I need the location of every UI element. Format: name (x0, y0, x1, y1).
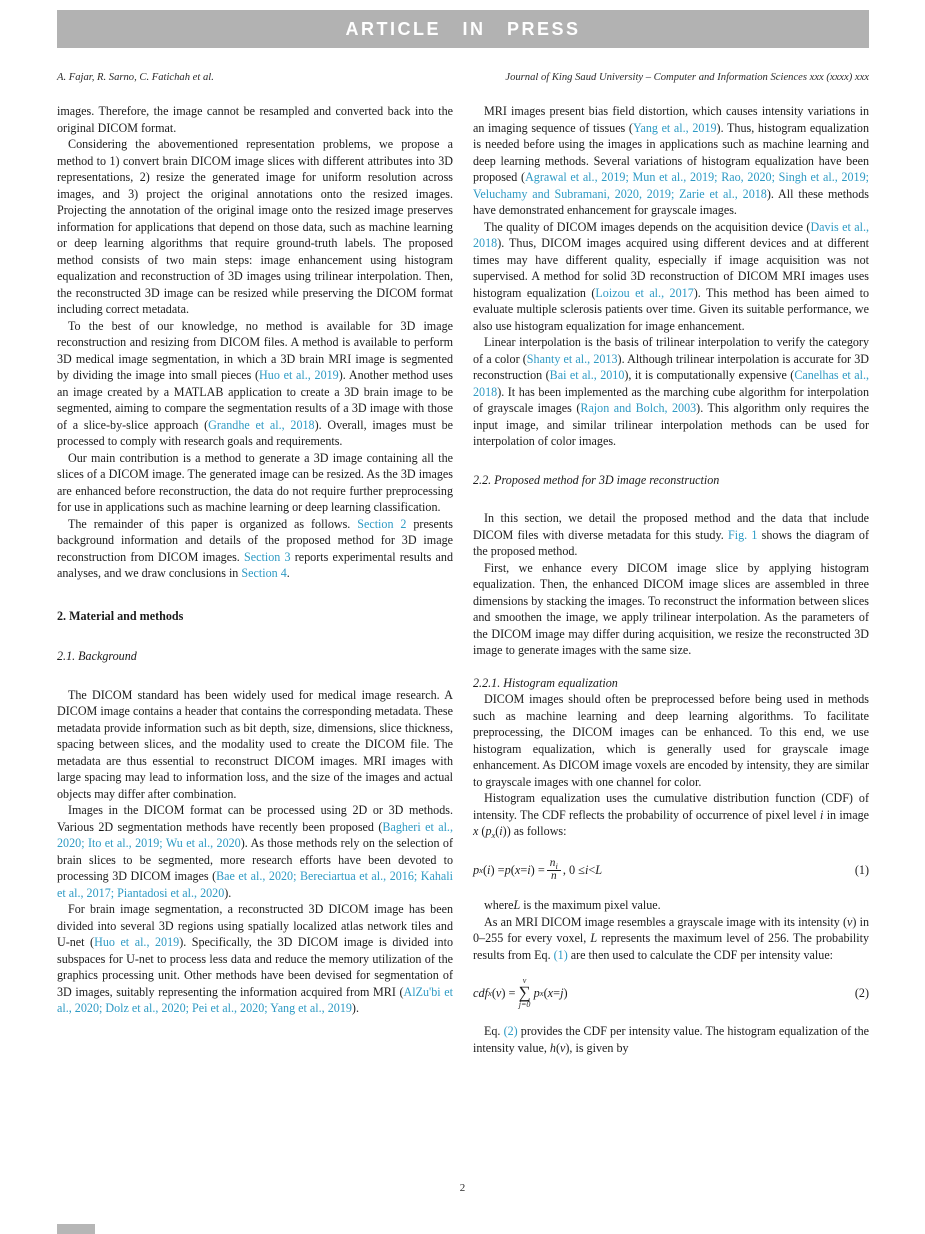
paragraph (57, 901, 453, 1017)
text-run: ). Another method uses an image created by a MATLAB application to create a 3D brain image to be segmented, aiming to compare the segmentation results of a 3D image with those of a slice-by-slice approach ( (57, 368, 454, 432)
text-run: < (588, 863, 596, 878)
citation-link[interactable]: (2) (503, 1024, 518, 1039)
text-run: is given by (572, 1040, 629, 1055)
text-run: shows the diagram of the proposed method. (473, 527, 869, 558)
text-run: i (527, 863, 531, 878)
text-run: j (560, 986, 564, 1001)
text-run: Eq. (484, 1024, 504, 1039)
citation-link[interactable]: Bagheri et al., 2020; Ito et al., 2019; Wu et al., 2020 (57, 819, 453, 850)
citation-link[interactable]: Bae et al., 2020; Bereciartua et al., 2016; Kahali et al., 2017; Piantadosi et al., 2020 (57, 869, 453, 900)
text-run: ). (351, 1001, 359, 1015)
text-run: ) = (530, 863, 545, 878)
text-run: . (286, 566, 290, 580)
citation-link[interactable]: Section 4 (241, 566, 287, 580)
text-run: ). This method has been aimed to evaluate multiple sclerosis patients over time. Given its suitable performance, we also use histogram equalization for image enhancement. (473, 285, 870, 333)
text-run: ( (482, 863, 488, 878)
equation (473, 858, 869, 884)
text-run: p (504, 863, 511, 878)
text-run: are then used to calculate the CDF per intensity value: (567, 947, 834, 962)
paragraph (473, 103, 869, 219)
text-run: x (514, 863, 521, 878)
text-run: v (495, 986, 502, 1001)
citation-link[interactable]: Canelhas et al., 2018 (473, 368, 869, 399)
text-run: MRI images present bias field distortion, which causes intensity variations in an imaging sequence of tissues ( (473, 104, 869, 135)
two-column-body (57, 103, 869, 1056)
text-run: ). Although trilinear interpolation is accurate for 3D reconstruction ( (473, 351, 869, 382)
text-run: Our main contribution is a method to generate a 3D image containing all the slices of a DICOM image. The generated image can be resized. As the 3D images are enhanced before reconstruction, the data do not require further preprocessing for use in applications such as machine learning or deep learning classification. (57, 450, 453, 514)
paragraph (473, 914, 869, 964)
banner-label: ARTICLE IN PRESS (345, 18, 581, 39)
citation-link[interactable]: Shanty et al., 2013 (526, 351, 618, 366)
equation-body (473, 858, 602, 884)
text-run: h (549, 1040, 556, 1055)
citation-link[interactable]: Huo et al., 2019 (259, 368, 339, 382)
text-run: The remainder of this paper is organized as follows. (68, 516, 358, 531)
citation-link[interactable]: Davis et al., 2018 (473, 219, 870, 250)
text-run: x (488, 988, 492, 999)
text-run: )) (502, 824, 511, 838)
text-run: DICOM images should often be preprocessed before being used in methods such as machine learning and deep learning algorithms. To facilitate preprocessing, the DICOM images can be enhanced. To this end, we use histogram equalization, which is generally used for grayscale image enhancement. As DICOM image voxels are encoded by intensity, they are similar to grayscale images with one channel for color. (473, 692, 869, 789)
text-run: ), (565, 1040, 573, 1055)
text-run: x (473, 824, 479, 838)
citation-link[interactable]: AlZu'bi et al., 2020; Dolz et al., 2020; Pei et al., 2020; Yang et al., 2019 (57, 984, 453, 1015)
text-run: v (847, 914, 853, 929)
text-run: ), it is computationally expensive ( (624, 368, 795, 382)
text-run: p (533, 986, 540, 1001)
citation-link[interactable]: Bai et al., 2010 (549, 368, 625, 382)
text-run: is the maximum pixel value. (520, 898, 661, 913)
page-number: 2 (459, 1182, 466, 1194)
text-run: L (513, 898, 521, 913)
text-run: x (539, 988, 544, 999)
text-run: i (555, 860, 558, 871)
summation-symbol: v ∑ j=0 (518, 976, 531, 1010)
text-run: ( (555, 1040, 560, 1055)
equation (473, 977, 869, 1009)
text-run: = (520, 863, 528, 878)
text-run: i (487, 863, 491, 878)
equation-number: (2) (854, 986, 869, 1001)
text-run: v (560, 1040, 566, 1055)
citation-link[interactable]: Rajon and Bolch, 2003 (580, 401, 697, 415)
text-run: where (484, 898, 514, 913)
text-run: ). This algorithm only requires the input image, and similar trilinear interpolation methods can be used for interpolation of color images. (473, 401, 869, 448)
text-run: The quality of DICOM images depends on the acquisition device ( (484, 219, 811, 234)
citation-link[interactable]: Fig. 1 (727, 527, 758, 542)
citation-link[interactable]: Huo et al., 2019 (94, 935, 180, 949)
text-run: provides the CDF per intensity value. The histogram equalization of the intensity value, (473, 1024, 870, 1055)
text-run: p (485, 824, 492, 838)
text-run: i (819, 807, 824, 822)
paragraph (57, 802, 453, 901)
text-run: images. Therefore, the image cannot be resampled and converted back into the original DICOM format. (57, 104, 453, 135)
text-run: ( (495, 824, 500, 838)
paragraph (473, 790, 869, 844)
text-run: i (499, 824, 503, 838)
paragraph (473, 691, 869, 790)
running-header (57, 72, 869, 83)
text-run: First, we enhance every DICOM image slice by applying histogram equalization. Then, the enhanced DICOM image slices are assembled in three dimensions by stacking the images. To reconstruct the information between slices and smoothen the image, we apply trilinear interpolation. As the parameters of the DICOM image may differ during acquisition, we resize the reconstructed 3D image to generate images with the same size. (473, 560, 869, 657)
paragraph (57, 136, 453, 318)
text-run: ( (510, 863, 515, 878)
text-run: Images in the DICOM format can be processed using 2D or 3D methods. Various 2D segmentation methods have recently been proposed ( (57, 803, 453, 834)
text-run: ). Specifically, the 3D DICOM image is divided into subspaces for U-net to process less data and reduce the memory utilization of the graphics processing unit. Other methods have been devised for segmentation of 3D images, suitably representing the information acquired from MRI ( (57, 935, 453, 999)
paragraph (57, 516, 453, 582)
text-run: = (553, 986, 561, 1001)
text-run: ( (478, 824, 486, 838)
text-run: as follows: (510, 824, 567, 838)
text-run: in image (823, 807, 869, 822)
text-run: In this section, we detail the proposed method and the data that include DICOM files with diverse metadata for this study. (473, 511, 869, 542)
text-run: For brain image segmentation, a reconstructed 3D DICOM image has been divided into several 3D regions using spatially localized atlas network tiles and U-net ( (57, 902, 453, 949)
text-run: Histogram equalization uses the cumulative distribution function (CDF) of intensity. The CDF reflects the probability of occurrence of pixel level (473, 791, 869, 822)
paragraph (473, 897, 869, 914)
text-run: ). As those methods rely on the selection of brain slices to be segmented, more research efforts have been devoted to processing 3D DICOM images ( (57, 836, 454, 883)
citation-link[interactable]: Section 3 (244, 549, 291, 564)
text-run: Considering the abovementioned representation problems, we propose a method to 1) convert brain DICOM image slices with different attributes into 3D representations, 2) resize the generated image for uniform resolution across images, and 3) project the original annotations onto the resized images. Projecting the annotation of the original image onto the resized image preserves information for applications that depend on those data, such as machine learning or deep learning algorithms that require ground-truth labels. The proposed method consists of two main steps: image enhancement using histogram equalization and reconstruction of 3D images using trilinear interpolation. Then, the reconstructed 3D image can be resized while preserving the DICOM format including correct metadata. (57, 137, 453, 316)
paragraph (57, 318, 453, 450)
citation-link[interactable]: Section 2 (357, 516, 407, 531)
text-run: presents background information and details of the proposed method for 3D image reconstruction from DICOM images. (57, 516, 453, 564)
text-run: ). Overall, images must be processed to comply with research goals and requirements. (57, 417, 453, 448)
paragraph (473, 560, 869, 659)
text-run: ). Thus, histogram equalization is needed before using the images in applications such as machine learning and deep learning methods. Several variations of histogram equalization have been proposed ( (473, 120, 869, 184)
subsection-heading: 2.2.1. Histogram equalization (473, 675, 618, 690)
text-run: represents the maximum level of 256. The probability results from Eq. (473, 931, 869, 962)
text-run: i (584, 863, 589, 878)
next-page-banner-sliver (57, 1224, 95, 1234)
running-journal-title: Journal of King Saud University – Computer and Information Sciences xxx (xxxx) xxx (505, 72, 869, 83)
text-run: x (479, 865, 483, 876)
paragraph (473, 219, 869, 335)
text-run: ( (491, 986, 496, 1001)
paragraph (57, 450, 453, 516)
paragraph (57, 687, 453, 803)
text-run: ). (224, 885, 232, 900)
right-column (473, 103, 869, 1056)
paragraph (473, 334, 869, 450)
left-column (57, 103, 453, 1056)
paragraph (473, 1023, 869, 1056)
text-run: n (550, 870, 557, 883)
text-run: p (473, 863, 480, 878)
text-run: ) = (501, 986, 516, 1001)
fraction (547, 858, 561, 884)
text-run: ). It has been implemented as the marching cube algorithm for interpolation of grayscale images ( (473, 384, 869, 415)
text-run: ) in 0–255 for every voxel, (473, 914, 869, 946)
text-run: ) = (490, 863, 505, 878)
citation-link[interactable]: Agrawal et al., 2019; Mun et al., 2019; Rao, 2020; Singh et al., 2019; Veluchamy and Subramani, 2020, 2019; Zarie et al., 2018 (473, 170, 870, 201)
text-run: ) (563, 986, 568, 1001)
equation-number: (1) (854, 863, 869, 878)
text-run: As an MRI DICOM image resembles a grayscale image with its intensity ( (484, 914, 848, 929)
text-run: Linear interpolation is the basis of trilinear interpolation to verify the category of a color ( (473, 335, 869, 366)
text-run: L (590, 931, 598, 946)
text-run: x (491, 830, 496, 840)
section-heading: 2. Material and methods (57, 608, 184, 623)
paragraph (473, 510, 869, 560)
paragraph (57, 103, 453, 136)
subsection-heading: 2.1. Background (57, 649, 137, 663)
text-run: , 0 ≤ (562, 863, 585, 878)
running-authors: A. Fajar, R. Sarno, C. Fatichah et al. (57, 72, 214, 83)
text-run: L (595, 863, 603, 878)
text-run: ). All these methods have demonstrated enhancement for grayscale images. (473, 186, 869, 217)
text-run: n (549, 856, 556, 869)
citation-link[interactable]: Yang et al., 2019 (632, 120, 717, 135)
article-in-press-banner (57, 10, 869, 48)
text-run: ( (543, 986, 548, 1001)
citation-link[interactable]: Loizou et al., 2017 (595, 285, 694, 300)
text-run: x (547, 986, 554, 1001)
subsection-heading: 2.2. Proposed method for 3D image reconstruction (473, 472, 720, 487)
equation-body (473, 977, 568, 1009)
text-run: cdf (473, 986, 489, 1001)
citation-link[interactable]: (1) (553, 947, 568, 962)
text-run: ). Thus, DICOM images acquired using different devices and at different times may have different quality, especially if image acquisition was not supervised. A method for solid 3D reconstruction of DICOM MRI images uses histogram equalization ( (473, 236, 869, 300)
citation-link[interactable]: Grandhe et al., 2018 (208, 417, 315, 432)
text-run: To the best of our knowledge, no method is available for 3D image reconstruction and resizing from DICOM files. A method is available to perform 3D medical image segmentation, in which a 3D brain MRI image is segmented by dividing the image into small pieces ( (57, 318, 453, 382)
text-run: reports experimental results and analyses, and we draw conclusions in (57, 549, 454, 580)
text-run: The DICOM standard has been widely used for medical image research. A DICOM image contains a header that contains the corresponding metadata. These metadata provide information such as bit depth, size, dimensions, slice thickness, spacing between slices, and the modality used to create the DICOM file. The metadata are thus essential to reconstruct DICOM images. MRI images with large spacing may lead to information loss, and the size of the images and actual objects may differ after combination. (57, 687, 453, 801)
